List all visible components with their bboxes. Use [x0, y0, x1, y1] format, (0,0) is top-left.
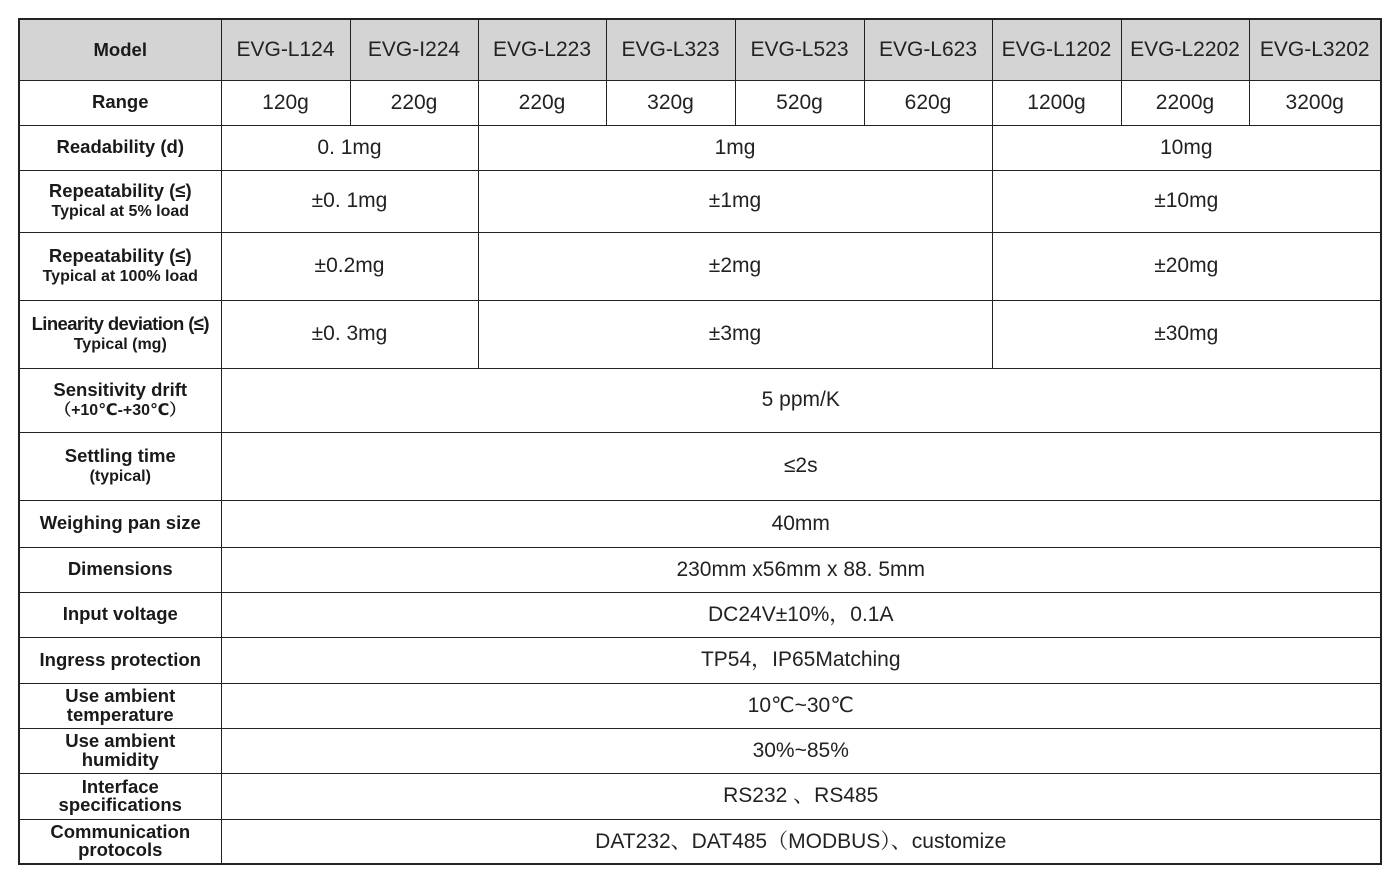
ingress-label: Ingress protection	[19, 637, 221, 683]
repeatability-100-row	[19, 232, 1381, 300]
repeatability-100-sublabel: Typical at 100% load	[42, 268, 198, 286]
humidity-label: Use ambient	[65, 730, 176, 752]
range-value: 520g	[735, 80, 864, 125]
dimensions-row	[19, 547, 1381, 592]
repeatability-100-label-cell	[19, 232, 221, 300]
interface-row	[19, 773, 1381, 819]
range-value: 3200g	[1249, 80, 1381, 125]
readability-row	[19, 125, 1381, 170]
voltage-row	[19, 592, 1381, 637]
voltage-label: Input voltage	[19, 592, 221, 637]
protocols-label-cell	[19, 819, 221, 864]
settling-label-cell	[19, 432, 221, 500]
dimensions-label: Dimensions	[19, 547, 221, 592]
protocols-label: Communication	[50, 821, 191, 843]
interface-value: RS232 、RS485	[221, 773, 1381, 819]
sensitivity-label: Sensitivity drift	[53, 379, 188, 401]
linearity-label: Linearity deviation (≤)	[31, 313, 209, 335]
humidity-row	[19, 728, 1381, 773]
interface-label-cell	[19, 773, 221, 819]
interface-label-line2: specifications	[58, 794, 182, 815]
linearity-row	[19, 300, 1381, 368]
linearity-label-cell	[19, 300, 221, 368]
readability-value: 1mg	[478, 125, 992, 170]
ingress-row	[19, 637, 1381, 683]
repeatability-5-value: ±0. 1mg	[221, 170, 478, 232]
humidity-label-cell	[19, 728, 221, 773]
sensitivity-row	[19, 368, 1381, 432]
model-name: EVG-L2202	[1121, 19, 1249, 80]
range-value: 220g	[478, 80, 606, 125]
model-name: EVG-L124	[221, 19, 350, 80]
repeatability-5-sublabel: Typical at 5% load	[51, 203, 190, 221]
humidity-value: 30%~85%	[221, 728, 1381, 773]
repeatability-100-value: ±2mg	[478, 232, 992, 300]
pan-row	[19, 500, 1381, 547]
pan-label: Weighing pan size	[19, 500, 221, 547]
repeatability-100-value: ±20mg	[992, 232, 1381, 300]
specification-table	[18, 18, 1382, 865]
repeatability-5-value: ±10mg	[992, 170, 1381, 232]
settling-label: Settling time	[64, 445, 176, 467]
model-name: EVG-L523	[735, 19, 864, 80]
model-name: EVG-L223	[478, 19, 606, 80]
repeatability-100-value: ±0.2mg	[221, 232, 478, 300]
linearity-sublabel: Typical (mg)	[73, 336, 167, 354]
temperature-label-line2: temperature	[66, 703, 174, 725]
range-value: 220g	[350, 80, 478, 125]
protocols-label-line2: protocols	[78, 839, 163, 861]
model-name: EVG-I224	[350, 19, 478, 80]
readability-label: Readability (d)	[19, 125, 221, 170]
range-row	[19, 80, 1381, 125]
settling-row	[19, 432, 1381, 500]
protocols-row	[19, 819, 1381, 864]
temperature-value: 10℃~30℃	[221, 683, 1381, 728]
model-name: EVG-L623	[864, 19, 992, 80]
temperature-label-cell	[19, 683, 221, 728]
interface-label: Interface	[81, 775, 159, 797]
range-value: 320g	[606, 80, 735, 125]
humidity-label-line2: humidity	[81, 748, 159, 770]
temperature-label: Use ambient	[65, 685, 176, 707]
range-value: 2200g	[1121, 80, 1249, 125]
dimensions-value: 230mm x56mm x 88. 5mm	[221, 547, 1381, 592]
range-label: Range	[19, 80, 221, 125]
model-row	[19, 19, 1381, 80]
voltage-value: DC24V±10%，0.1A	[221, 592, 1381, 637]
model-label: Model	[19, 19, 221, 80]
sensitivity-value: 5 ppm/K	[221, 368, 1381, 432]
ingress-value: TP54，IP65Matching	[221, 637, 1381, 683]
model-name: EVG-L1202	[992, 19, 1121, 80]
temperature-row	[19, 683, 1381, 728]
settling-value: ≤2s	[221, 432, 1381, 500]
protocols-value: DAT232、DAT485（MODBUS）、customize	[221, 819, 1381, 864]
linearity-value: ±30mg	[992, 300, 1381, 368]
model-name: EVG-L3202	[1249, 19, 1381, 80]
sensitivity-sublabel: （+10℃-+30℃）	[55, 402, 186, 420]
sensitivity-label-cell	[19, 368, 221, 432]
readability-value: 0. 1mg	[221, 125, 478, 170]
model-name: EVG-L323	[606, 19, 735, 80]
settling-sublabel: (typical)	[89, 468, 151, 486]
readability-value: 10mg	[992, 125, 1381, 170]
linearity-value: ±3mg	[478, 300, 992, 368]
repeatability-5-label-cell	[19, 170, 221, 232]
repeatability-5-row	[19, 170, 1381, 232]
range-value: 120g	[221, 80, 350, 125]
linearity-value: ±0. 3mg	[221, 300, 478, 368]
repeatability-5-label: Repeatability (≤)	[48, 180, 192, 202]
repeatability-100-label: Repeatability (≤)	[48, 245, 192, 267]
range-value: 1200g	[992, 80, 1121, 125]
pan-value: 40mm	[221, 500, 1381, 547]
range-value: 620g	[864, 80, 992, 125]
repeatability-5-value: ±1mg	[478, 170, 992, 232]
